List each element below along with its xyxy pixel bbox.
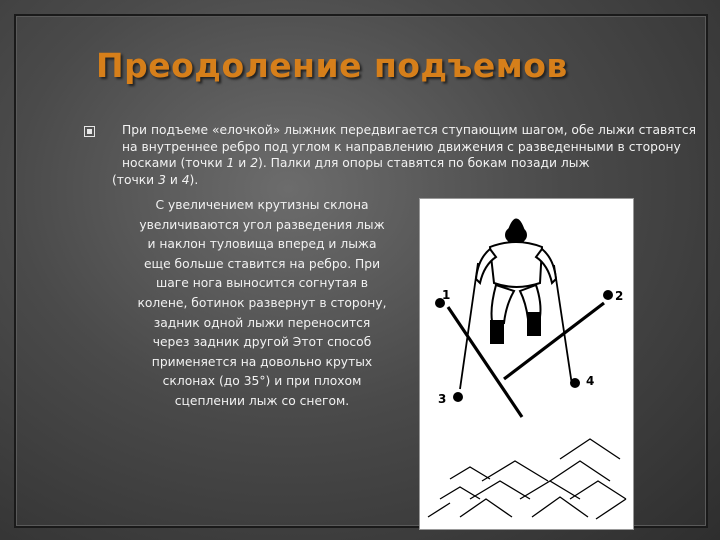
point-ref-3: 3 (158, 173, 166, 187)
para1-text-4: ). Палки для опоры ставятся по бокам позади лыж (258, 156, 590, 170)
bullet-icon (84, 126, 95, 137)
skier-figure-svg (420, 199, 633, 529)
para1-text-3: и (234, 156, 251, 170)
text-line: и наклон туловища вперед и лыжа (147, 237, 377, 252)
paragraph-details (112, 196, 412, 412)
point-ref-1: 1 (226, 156, 235, 170)
herringbone-tracks (428, 439, 626, 519)
slide-title: Преодоление подъемов (96, 46, 568, 85)
point-ref-4: 4 (181, 173, 190, 187)
skier-herringbone-illustration (419, 198, 634, 530)
para1-text-2: лыжник передвигается ступающим шагом, обе лыжи ставятся на внутреннее ребро под углом к направлению движения с разведенными в сторону носками (точки (122, 123, 696, 170)
text-line: увеличиваются угол разведения лыж (139, 217, 385, 232)
figure-label-2: 2 (615, 289, 624, 303)
text-line: С увеличением крутизны склона (155, 198, 369, 212)
text-line: склонах (до 35°) и при плохом (162, 374, 362, 389)
figure-label-4: 4 (586, 374, 595, 388)
text-line: применяется на довольно крутых (151, 354, 373, 369)
para1-text-1: При подъеме (122, 123, 213, 137)
text-line: через задник другой Этот способ (152, 335, 372, 350)
figure-label-3: 3 (438, 392, 447, 406)
paragraph-intro (122, 122, 712, 172)
para1c-text-3: ). (189, 173, 199, 187)
text-line: задник одной лыжи переносится (153, 315, 371, 330)
paragraph-intro-continued (112, 172, 198, 189)
skier-body (476, 219, 556, 343)
pole-basket-right (570, 378, 580, 388)
figure-label-1: 1 (442, 288, 451, 302)
text-line: колене, ботинок развернут в сторону, (137, 295, 387, 310)
point-marker-2 (603, 290, 613, 300)
para1c-text-1: (точки (112, 173, 159, 187)
para1-term: «елочкой» (212, 123, 281, 137)
text-line: сцеплении лыж со снегом. (174, 393, 350, 408)
para1c-text-2: и (165, 173, 182, 187)
text-line: еще больше ставится на ребро. При (143, 256, 381, 271)
pole-basket-left (453, 392, 463, 402)
text-line: шаге нога выносится согнутая в (155, 276, 368, 291)
skis (448, 303, 604, 417)
point-ref-2: 2 (250, 156, 259, 170)
